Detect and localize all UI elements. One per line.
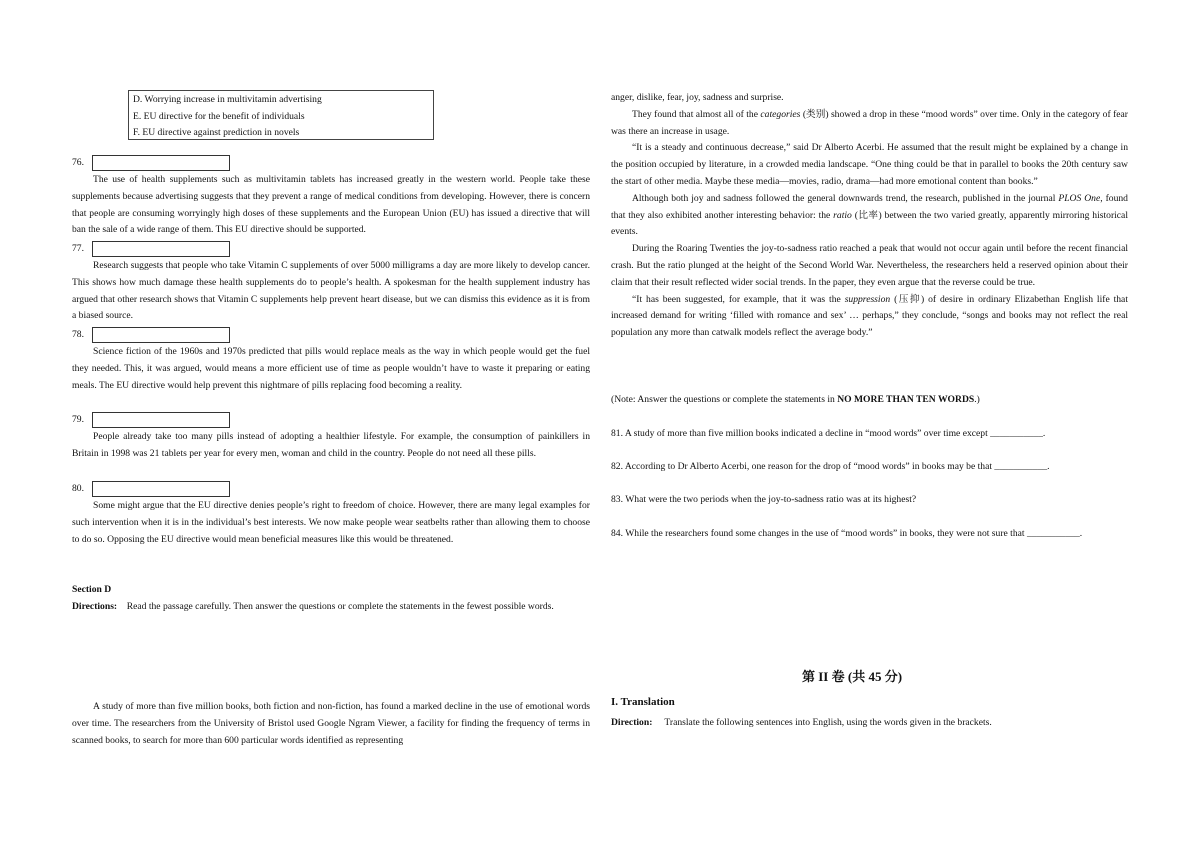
answer-box-79[interactable] [92, 412, 230, 428]
section-d-directions [72, 599, 590, 616]
option-e: E. EU directive for the benefit of individuals [133, 110, 305, 122]
question-82: 82. According to Dr Alberto Acerbi, one reason for the drop of “mood words” in books may be that ___________. [611, 461, 1050, 472]
passage-paragraph: anger, dislike, fear, joy, sadness and surprise. [611, 92, 784, 103]
question-text: People already take too many pills instead of adopting a healthier lifestyle. For example, the consumption of painkillers in Britain in 1998 was 21 tablets per year for every men, woman and child in the country. People do not need all these pills. [72, 431, 590, 459]
question-text: Research suggests that people who take Vitamin C supplements of over 5000 milligrams a day are more likely to develop cancer. This shows how much damage these health supplements do to people’s health. A spokesman for the health supplement industry has argued that other research shows that Vitamin C supplements help prevent heart disease, but we can dismiss this evidence as it is from a biased source. [72, 260, 590, 322]
question-77 [72, 240, 590, 325]
question-number: 80. [72, 482, 84, 494]
answer-box-77[interactable] [92, 241, 230, 257]
question-number: 76. [72, 156, 84, 168]
question-text: Some might argue that the EU directive denies people’s right to freedom of choice. However, there are many legal examples for such intervention when it is in the individual’s best interests. We now make people wear seatbelts rather than allowing them to choose to do so. Opposing the EU directive would mean beneficial measures like this would be threatened. [72, 500, 590, 545]
direction-text: Translate the following sentences into English, using the words given in the brackets. [664, 717, 992, 728]
answer-box-76[interactable] [92, 155, 230, 171]
question-83: 83. What were the two periods when the joy-to-sadness ratio was at its highest? [611, 494, 917, 505]
passage-paragraph: A study of more than five million books, both fiction and non-fiction, has found a marked decline in the use of emotional words over time. The researchers from the University of Bristol used Google Ngram Viewer, a facility for finding the frequency of terms in scanned books, to search for more than 600 particular words identified as representing [72, 701, 590, 746]
passage-paragraph: They found that almost all of the categories (类别) showed a drop in these “mood words” over time. Only in the category of fear was there an increase in usage. [611, 108, 1129, 137]
direction-label: Direction: [611, 717, 653, 728]
question-76 [72, 154, 590, 239]
translation-title: I. Translation [611, 696, 675, 708]
section-d [72, 582, 590, 616]
passage-paragraph: “It is a steady and continuous decrease,” said Dr Alberto Acerbi. He assumed that the result might be explained by a change in the position occupied by literature, in a crowded media landscape. “One thing could be that in parallel to books the 20th century saw the start of other media. Maybe these media—movies, radio, drama—had more emotional content than books.” [611, 142, 1128, 187]
question-text: Science fiction of the 1960s and 1970s predicted that pills would replace meals as the way in which people would get the fuel they needed. This, it was argued, would means a more efficient use of time as people wouldn’t have to waste it preparing or eating meals. The EU directive would help prevent this nightmare of pills replacing food becoming a reality. [72, 346, 590, 391]
passage-continued [611, 90, 1128, 342]
passage-paragraph: “It has been suggested, for example, that it was the suppression (压抑) of desire in ordinary Elizabethan English life that increased demand for writing ‘filled with romance and sex’ … perhaps,” they conclude, “songs and books may not reflect the real population any more than catwalk models reflect the average body.” [611, 293, 1128, 339]
question-number: 78. [72, 328, 84, 340]
directions-text: Read the passage carefully. Then answer the questions or complete the statements in the fewest possible words. [126, 600, 554, 612]
question-78 [72, 326, 590, 394]
passage-paragraph: Although both joy and sadness followed the general downwards trend, the research, published in the journal PLOS One, found that they also exhibited another interesting behavior: the ratio (比率) between the two varied greatly, apparently mirroring historical events. [611, 192, 1128, 238]
options-box [128, 90, 434, 140]
question-81: 81. A study of more than five million books indicated a decline in “mood words” over time except ___________. [611, 428, 1046, 439]
question-84: 84. While the researchers found some changes in the use of “mood words” in books, they were not sure that ___________. [611, 528, 1083, 539]
option-f: F. EU directive against prediction in novels [133, 127, 300, 138]
question-80 [72, 480, 590, 548]
translation-directions [611, 715, 1128, 732]
option-d: D. Worrying increase in multivitamin advertising [133, 94, 322, 105]
passage-paragraph: During the Roaring Twenties the joy-to-sadness ratio reached a peak that would not occur again until before the recent financial crash. But the ratio plunged at the height of the Second World War. Nevertheless, the researchers held a reserved opinion about their claim that their result reflected wider social trends. In the paper, they even argue that the reverse could be true. [611, 243, 1128, 288]
question-number: 79. [72, 413, 84, 425]
answer-box-80[interactable] [92, 481, 230, 497]
section-d-title: Section D [72, 584, 112, 595]
question-79 [72, 411, 590, 463]
passage-start [72, 699, 590, 749]
question-text: The use of health supplements such as multivitamin tablets has increased greatly in the western world. People take these supplements because advertising suggests that they prevent a range of medical conditions from developing. However, there is concern that people are consuming worryingly high doses of these supplements and the European Union (EU) has issued a directive that will ban the sale of a wide range of them. This EU directive should be supported. [72, 174, 590, 236]
note: (Note: Answer the questions or complete the statements in NO MORE THAN TEN WORDS.) [611, 394, 980, 405]
answer-box-78[interactable] [92, 327, 230, 343]
directions-label: Directions: [72, 600, 118, 612]
part2-title: 第 II 卷 (共 45 分) [802, 669, 903, 684]
question-number: 77. [72, 242, 84, 254]
